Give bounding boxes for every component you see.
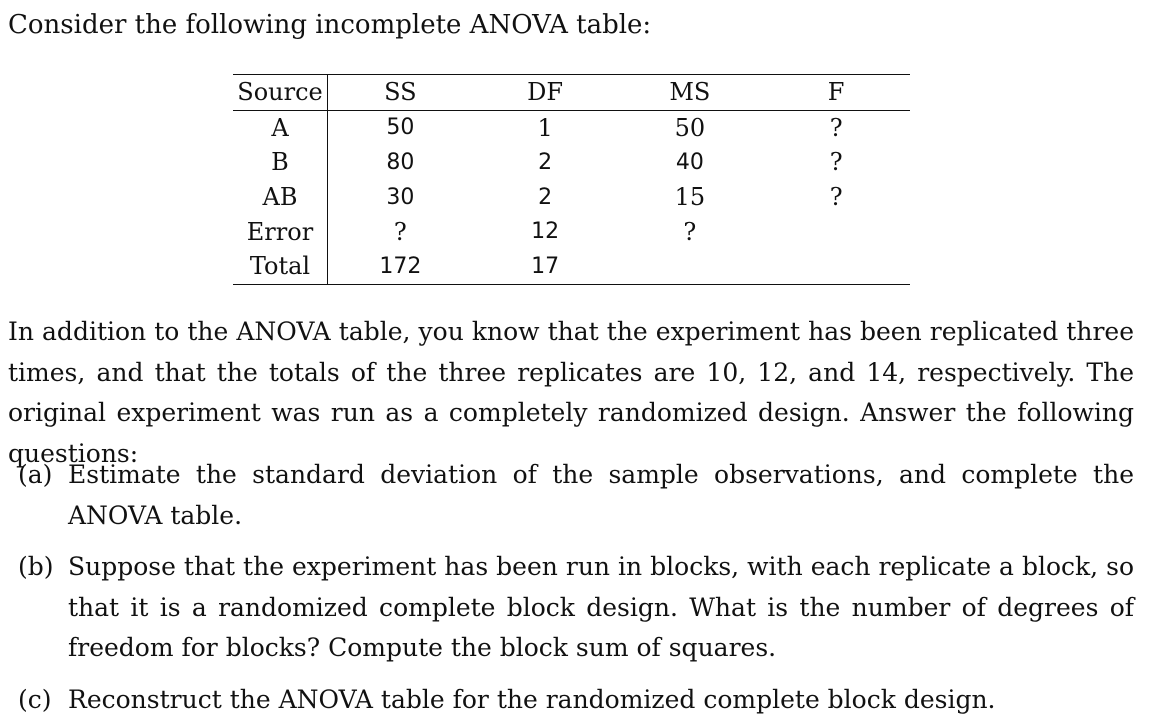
cell-f: ? xyxy=(829,183,843,212)
cell-df: 2 xyxy=(538,149,553,175)
header-source: Source xyxy=(233,75,327,111)
cell-df: 12 xyxy=(531,219,560,245)
question-text: Suppose that the experiment has been run in blocks, with each replicate a block, so that it is a randomized complete block design. What is the number of degrees of freedom for blocks? Compute the block sum of squares. xyxy=(68,552,1134,662)
cell-ms xyxy=(617,249,762,284)
intro-text: Consider the following incomplete ANOVA table: xyxy=(8,10,652,40)
header-df: DF xyxy=(527,78,564,107)
cell-df: 17 xyxy=(531,253,560,279)
question-label: (c) xyxy=(18,685,52,714)
question-a xyxy=(18,455,1134,536)
cell-ms: ? xyxy=(683,217,697,246)
cell-ms: 40 xyxy=(675,149,704,175)
cell-ss: 50 xyxy=(386,115,415,141)
cell-df: 1 xyxy=(537,113,553,142)
header-ss: SS xyxy=(384,78,417,107)
cell-source: B xyxy=(233,145,327,180)
table-header-row xyxy=(233,75,910,111)
cell-ss: ? xyxy=(393,217,407,246)
question-c xyxy=(18,680,1134,721)
table-row-total xyxy=(233,249,910,284)
cell-f: ? xyxy=(829,148,843,177)
cell-source: Total xyxy=(233,249,327,284)
question-label: (a) xyxy=(18,460,53,489)
header-f: F xyxy=(827,78,845,107)
cell-source: A xyxy=(233,110,327,145)
cell-f xyxy=(762,249,910,284)
table-row-a xyxy=(233,110,910,145)
table-row-b xyxy=(233,145,910,180)
cell-ss: 80 xyxy=(386,149,415,175)
question-label: (b) xyxy=(18,552,54,581)
question-text: Reconstruct the ANOVA table for the randomized complete block design. xyxy=(68,685,996,714)
table-row-error xyxy=(233,214,910,249)
cell-f: ? xyxy=(829,113,843,142)
question-b xyxy=(18,547,1134,669)
context-paragraph: In addition to the ANOVA table, you know that the experiment has been replicated three times, and that the totals of the three replicates are 10, 12, and 14, respectively. The original experiment was run as a completely randomized design. Answer the following questions: xyxy=(8,317,1134,468)
cell-source: AB xyxy=(233,180,327,215)
cell-df: 2 xyxy=(538,184,553,210)
table-row-ab xyxy=(233,180,910,215)
cell-ss: 30 xyxy=(386,184,415,210)
question-text: Estimate the standard deviation of the sample observations, and complete the ANOVA table. xyxy=(68,460,1134,530)
cell-f xyxy=(762,214,910,249)
cell-ms: 50 xyxy=(674,113,706,142)
cell-source: Error xyxy=(233,214,327,249)
cell-ss: 172 xyxy=(379,253,422,279)
cell-ms: 15 xyxy=(674,183,706,212)
anova-table xyxy=(233,74,910,285)
header-ms: MS xyxy=(669,78,711,107)
